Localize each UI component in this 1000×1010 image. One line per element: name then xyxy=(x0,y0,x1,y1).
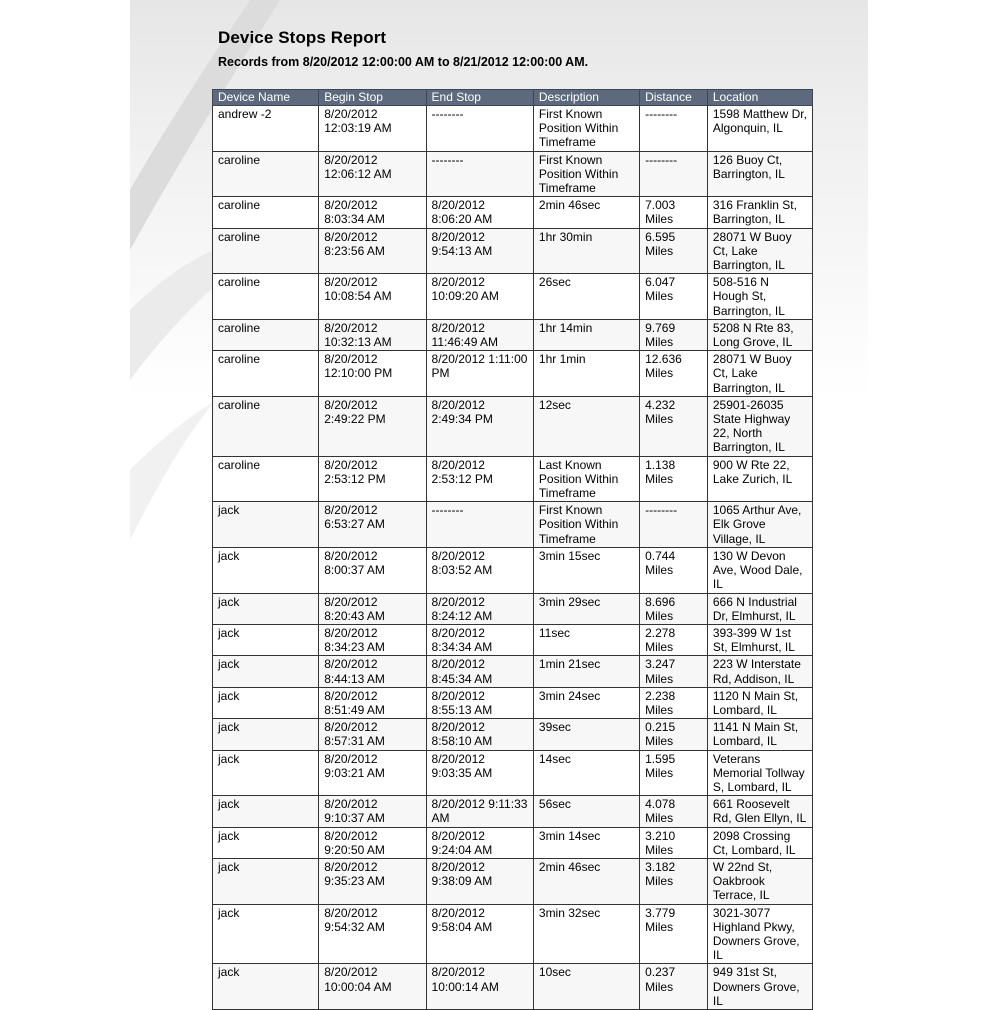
begin-stop-cell: 8/20/2012 8:20:43 AM xyxy=(319,593,426,624)
table-row xyxy=(213,547,813,593)
end-stop-cell: 8/20/2012 2:53:12 PM xyxy=(426,456,533,502)
description-cell: 1hr 30min xyxy=(533,228,639,274)
begin-stop-cell: 8/20/2012 9:54:32 AM xyxy=(319,904,426,964)
table-row xyxy=(213,396,813,456)
end-stop-cell: 8/20/2012 8:34:34 AM xyxy=(426,624,533,655)
distance-cell: 9.769 Miles xyxy=(640,319,708,350)
table-row xyxy=(213,502,813,548)
table-row xyxy=(213,624,813,655)
table-row xyxy=(213,827,813,858)
begin-stop-cell: 8/20/2012 12:03:19 AM xyxy=(319,106,426,152)
device-name-cell: caroline xyxy=(213,151,319,197)
device-name-cell: caroline xyxy=(213,456,319,502)
location-cell: 25901-26035 State Highway 22, North Barrington, IL xyxy=(707,396,812,456)
location-cell: 661 Roosevelt Rd, Glen Ellyn, IL xyxy=(707,796,812,827)
device-name-cell: jack xyxy=(213,719,319,750)
report-subtitle: Records from 8/20/2012 12:00:00 AM to 8/21/2012 12:00:00 AM. xyxy=(218,55,589,69)
distance-cell: 2.238 Miles xyxy=(640,687,708,718)
device-name-cell: jack xyxy=(213,796,319,827)
description-cell: 1min 21sec xyxy=(533,656,639,687)
table-row xyxy=(213,351,813,397)
table-row xyxy=(213,228,813,274)
device-name-cell: jack xyxy=(213,547,319,593)
column-header-description: Description xyxy=(533,90,639,106)
end-stop-cell: 8/20/2012 9:58:04 AM xyxy=(426,904,533,964)
device-name-cell: caroline xyxy=(213,351,319,397)
device-name-cell: jack xyxy=(213,593,319,624)
distance-cell: 6.047 Miles xyxy=(640,274,708,320)
device-name-cell: andrew -2 xyxy=(213,106,319,152)
location-cell: 126 Buoy Ct, Barrington, IL xyxy=(707,151,812,197)
table-row xyxy=(213,656,813,687)
description-cell: 3min 29sec xyxy=(533,593,639,624)
description-cell: 11sec xyxy=(533,624,639,655)
description-cell: 3min 14sec xyxy=(533,827,639,858)
distance-cell: 3.247 Miles xyxy=(640,656,708,687)
begin-stop-cell: 8/20/2012 2:53:12 PM xyxy=(319,456,426,502)
distance-cell: 8.696 Miles xyxy=(640,593,708,624)
begin-stop-cell: 8/20/2012 8:57:31 AM xyxy=(319,719,426,750)
end-stop-cell: 8/20/2012 8:55:13 AM xyxy=(426,687,533,718)
table-row xyxy=(213,197,813,228)
end-stop-cell: 8/20/2012 10:00:14 AM xyxy=(426,964,533,1010)
description-cell: 3min 32sec xyxy=(533,904,639,964)
description-cell: First Known Position Within Timeframe xyxy=(533,502,639,548)
device-name-cell: caroline xyxy=(213,274,319,320)
table-row xyxy=(213,719,813,750)
device-name-cell: jack xyxy=(213,750,319,796)
location-cell: 3021-3077 Highland Pkwy, Downers Grove, IL xyxy=(707,904,812,964)
begin-stop-cell: 8/20/2012 12:10:00 PM xyxy=(319,351,426,397)
table-row xyxy=(213,274,813,320)
description-cell: 39sec xyxy=(533,719,639,750)
table-row xyxy=(213,151,813,197)
distance-cell: 3.182 Miles xyxy=(640,858,708,904)
location-cell: 949 31st St, Downers Grove, IL xyxy=(707,964,812,1010)
begin-stop-cell: 8/20/2012 10:08:54 AM xyxy=(319,274,426,320)
location-cell: W 22nd St, Oakbrook Terrace, IL xyxy=(707,858,812,904)
distance-cell: 0.215 Miles xyxy=(640,719,708,750)
distance-cell: 3.779 Miles xyxy=(640,904,708,964)
distance-cell: 4.232 Miles xyxy=(640,396,708,456)
column-header-distance: Distance xyxy=(640,90,708,106)
description-cell: 56sec xyxy=(533,796,639,827)
location-cell: 666 N Industrial Dr, Elmhurst, IL xyxy=(707,593,812,624)
begin-stop-cell: 8/20/2012 9:20:50 AM xyxy=(319,827,426,858)
description-cell: 3min 15sec xyxy=(533,547,639,593)
distance-cell: 3.210 Miles xyxy=(640,827,708,858)
location-cell: 393-399 W 1st St, Elmhurst, IL xyxy=(707,624,812,655)
end-stop-cell: 8/20/2012 9:54:13 AM xyxy=(426,228,533,274)
begin-stop-cell: 8/20/2012 10:00:04 AM xyxy=(319,964,426,1010)
table-row xyxy=(213,964,813,1010)
end-stop-cell: 8/20/2012 8:45:34 AM xyxy=(426,656,533,687)
table-row xyxy=(213,456,813,502)
device-name-cell: caroline xyxy=(213,319,319,350)
table-row xyxy=(213,593,813,624)
device-stops-table xyxy=(212,89,813,1010)
end-stop-cell: 8/20/2012 8:58:10 AM xyxy=(426,719,533,750)
end-stop-cell: -------- xyxy=(426,106,533,152)
location-cell: Veterans Memorial Tollway S, Lombard, IL xyxy=(707,750,812,796)
distance-cell: 12.636 Miles xyxy=(640,351,708,397)
device-name-cell: caroline xyxy=(213,396,319,456)
device-name-cell: jack xyxy=(213,624,319,655)
table-header-row xyxy=(213,90,813,106)
description-cell: Last Known Position Within Timeframe xyxy=(533,456,639,502)
location-cell: 1065 Arthur Ave, Elk Grove Village, IL xyxy=(707,502,812,548)
location-cell: 5208 N Rte 83, Long Grove, IL xyxy=(707,319,812,350)
begin-stop-cell: 8/20/2012 10:32:13 AM xyxy=(319,319,426,350)
description-cell: 10sec xyxy=(533,964,639,1010)
location-cell: 223 W Interstate Rd, Addison, IL xyxy=(707,656,812,687)
begin-stop-cell: 8/20/2012 8:51:49 AM xyxy=(319,687,426,718)
end-stop-cell: 8/20/2012 9:38:09 AM xyxy=(426,858,533,904)
begin-stop-cell: 8/20/2012 9:03:21 AM xyxy=(319,750,426,796)
distance-cell: 0.744 Miles xyxy=(640,547,708,593)
table-body xyxy=(213,106,813,1010)
end-stop-cell: 8/20/2012 1:11:00 PM xyxy=(426,351,533,397)
distance-cell: 2.278 Miles xyxy=(640,624,708,655)
begin-stop-cell: 8/20/2012 8:00:37 AM xyxy=(319,547,426,593)
distance-cell: -------- xyxy=(640,151,708,197)
begin-stop-cell: 8/20/2012 8:44:13 AM xyxy=(319,656,426,687)
description-cell: First Known Position Within Timeframe xyxy=(533,151,639,197)
device-name-cell: jack xyxy=(213,687,319,718)
distance-cell: 6.595 Miles xyxy=(640,228,708,274)
begin-stop-cell: 8/20/2012 9:10:37 AM xyxy=(319,796,426,827)
end-stop-cell: -------- xyxy=(426,151,533,197)
table-row xyxy=(213,858,813,904)
distance-cell: -------- xyxy=(640,502,708,548)
location-cell: 1120 N Main St, Lombard, IL xyxy=(707,687,812,718)
column-header-location: Location xyxy=(707,90,812,106)
device-name-cell: jack xyxy=(213,827,319,858)
begin-stop-cell: 8/20/2012 2:49:22 PM xyxy=(319,396,426,456)
location-cell: 316 Franklin St, Barrington, IL xyxy=(707,197,812,228)
end-stop-cell: 8/20/2012 10:09:20 AM xyxy=(426,274,533,320)
distance-cell: -------- xyxy=(640,106,708,152)
location-cell: 2098 Crossing Ct, Lombard, IL xyxy=(707,827,812,858)
location-cell: 508-516 N Hough St, Barrington, IL xyxy=(707,274,812,320)
table-row xyxy=(213,106,813,152)
device-name-cell: jack xyxy=(213,502,319,548)
table-row xyxy=(213,319,813,350)
location-cell: 130 W Devon Ave, Wood Dale, IL xyxy=(707,547,812,593)
end-stop-cell: 8/20/2012 2:49:34 PM xyxy=(426,396,533,456)
table-row xyxy=(213,904,813,964)
end-stop-cell: 8/20/2012 8:24:12 AM xyxy=(426,593,533,624)
description-cell: 2min 46sec xyxy=(533,858,639,904)
table-row xyxy=(213,687,813,718)
distance-cell: 1.595 Miles xyxy=(640,750,708,796)
description-cell: 1hr 14min xyxy=(533,319,639,350)
begin-stop-cell: 8/20/2012 8:03:34 AM xyxy=(319,197,426,228)
location-cell: 900 W Rte 22, Lake Zurich, IL xyxy=(707,456,812,502)
column-header-end-stop: End Stop xyxy=(426,90,533,106)
location-cell: 1598 Matthew Dr, Algonquin, IL xyxy=(707,106,812,152)
description-cell: 12sec xyxy=(533,396,639,456)
location-cell: 28071 W Buoy Ct, Lake Barrington, IL xyxy=(707,351,812,397)
end-stop-cell: -------- xyxy=(426,502,533,548)
end-stop-cell: 8/20/2012 9:24:04 AM xyxy=(426,827,533,858)
end-stop-cell: 8/20/2012 9:03:35 AM xyxy=(426,750,533,796)
end-stop-cell: 8/20/2012 8:06:20 AM xyxy=(426,197,533,228)
begin-stop-cell: 8/20/2012 9:35:23 AM xyxy=(319,858,426,904)
location-cell: 1141 N Main St, Lombard, IL xyxy=(707,719,812,750)
distance-cell: 7.003 Miles xyxy=(640,197,708,228)
description-cell: 26sec xyxy=(533,274,639,320)
device-name-cell: jack xyxy=(213,964,319,1010)
begin-stop-cell: 8/20/2012 8:34:23 AM xyxy=(319,624,426,655)
device-name-cell: jack xyxy=(213,858,319,904)
device-name-cell: jack xyxy=(213,904,319,964)
description-cell: 14sec xyxy=(533,750,639,796)
device-name-cell: caroline xyxy=(213,228,319,274)
begin-stop-cell: 8/20/2012 6:53:27 AM xyxy=(319,502,426,548)
device-name-cell: caroline xyxy=(213,197,319,228)
description-cell: 3min 24sec xyxy=(533,687,639,718)
end-stop-cell: 8/20/2012 9:11:33 AM xyxy=(426,796,533,827)
description-cell: 2min 46sec xyxy=(533,197,639,228)
column-header-begin-stop: Begin Stop xyxy=(319,90,426,106)
end-stop-cell: 8/20/2012 11:46:49 AM xyxy=(426,319,533,350)
device-name-cell: jack xyxy=(213,656,319,687)
distance-cell: 4.078 Miles xyxy=(640,796,708,827)
begin-stop-cell: 8/20/2012 8:23:56 AM xyxy=(319,228,426,274)
end-stop-cell: 8/20/2012 8:03:52 AM xyxy=(426,547,533,593)
description-cell: 1hr 1min xyxy=(533,351,639,397)
report-title: Device Stops Report xyxy=(218,28,387,47)
begin-stop-cell: 8/20/2012 12:06:12 AM xyxy=(319,151,426,197)
distance-cell: 1.138 Miles xyxy=(640,456,708,502)
location-cell: 28071 W Buoy Ct, Lake Barrington, IL xyxy=(707,228,812,274)
table-row xyxy=(213,750,813,796)
distance-cell: 0.237 Miles xyxy=(640,964,708,1010)
column-header-device-name: Device Name xyxy=(213,90,319,106)
description-cell: First Known Position Within Timeframe xyxy=(533,106,639,152)
table-row xyxy=(213,796,813,827)
